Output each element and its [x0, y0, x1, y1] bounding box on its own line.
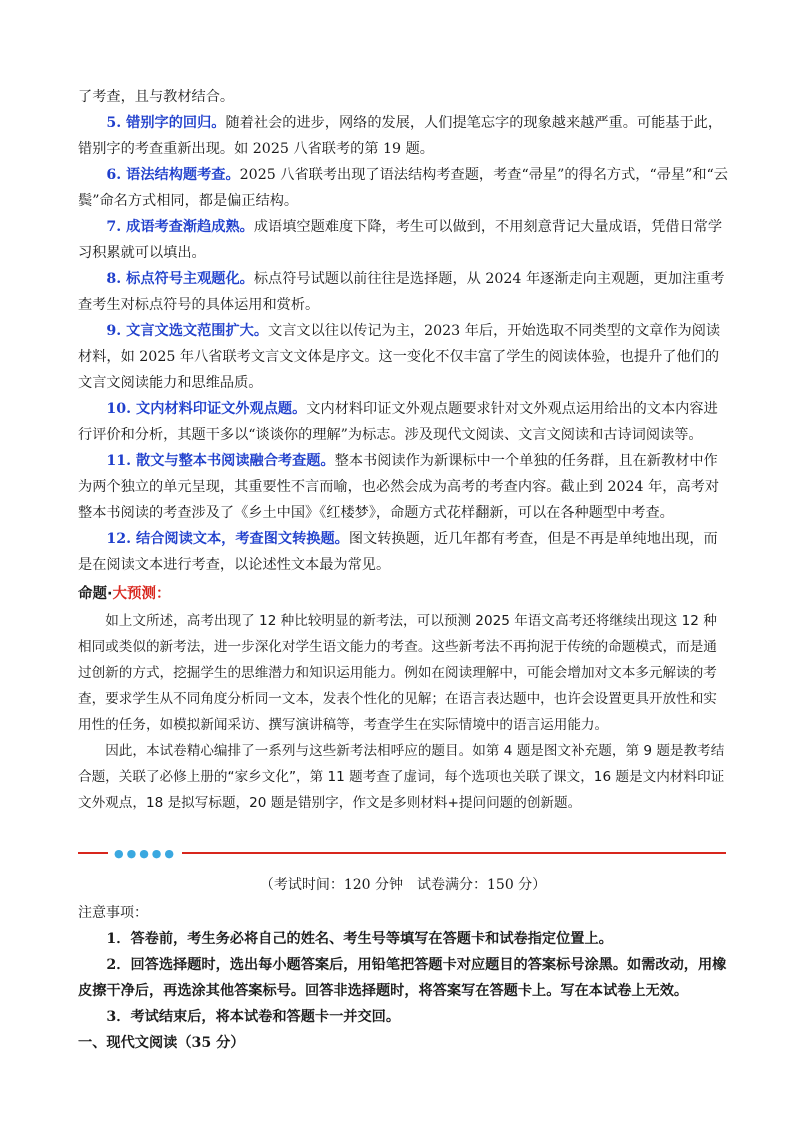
- point-title-10: 10. 文内材料印证文外观点题。: [106, 401, 307, 417]
- prediction-section: [78, 608, 728, 816]
- divider-line-right: [182, 852, 726, 854]
- point-body-10: 文内材料印证文外观点题要求针对文外观点运用给出的文本内容进行评价和分析，其题干多以“谈谈你的理解”为标志。涉及现代文阅读、文言文阅读和古诗词阅读等。: [78, 401, 718, 443]
- prediction-paragraph-1: 如上文所述，高考出现了 12 种比较明显的新考法，可以预测 2025 年语文高考还将继续出现这 12 种相同或类似的新考法，进一步深化对学生语文能力的考查。这些新考法不再拘泥于传统的命题模式，而是通过创新的方式，挖掘学生的思维潜力和知识运用能力。例如在阅读理解中，可能会增加对文本多元解读的考查，要求学生从不同角度分析同一文本，发表个性化的见解；在语言表达题中，也许会设置更具开放性和实用性的任务，如模拟新闻采访、撰写演讲稿等，考查学生在实际情境中的语言运用能力。: [78, 613, 717, 733]
- note-2: 2．回答选择题时，选出每小题答案后，用铅笔把答题卡对应题目的答案标号涂黑。如需改动，用橡皮擦干净后，再选涂其他答案标号。回答非选择题时，将答案写在答题卡上。写在本试卷上无效。: [78, 957, 727, 999]
- paragraph-12: [78, 526, 728, 578]
- paragraph-10: [78, 396, 728, 448]
- point-body-9: 文言文以往以传记为主，2023 年后，开始选取不同类型的文章作为阅读材料，如 2025 年八省联考文言文文体是序文。这一变化不仅丰富了学生的阅读体验，也提升了他们的文言文阅读能力和思维品质。: [78, 323, 721, 391]
- point-title-9: 9. 文言文选文范围扩大。: [106, 323, 269, 339]
- point-title-11: 11. 散文与整本书阅读融合考查题。: [106, 453, 335, 469]
- point-title-6: 6. 语法结构题考查。: [106, 167, 240, 183]
- note-3: 3．考试结束后，将本试卷和答题卡一并交回。: [106, 1009, 401, 1025]
- divider-dots: ●●●●●: [114, 847, 177, 860]
- paragraph-6: [78, 162, 728, 214]
- prediction-heading-prefix: 命题·: [78, 586, 113, 602]
- point-body-7: 成语填空题难度下降，考生可以做到，不用刻意背记大量成语，凭借日常学习积累就可以填出。: [78, 219, 723, 261]
- paragraph-11: [78, 448, 728, 526]
- paragraph-5: [78, 110, 728, 162]
- paragraph-7: [78, 214, 728, 266]
- paragraph-intro-tail: 了考查，且与教材结合。: [78, 89, 235, 105]
- notes-title: 注意事项：: [78, 905, 148, 921]
- point-body-11: 整本书阅读作为新课标中一个单独的任务群，且在新教材中作为两个独立的单元呈现，其重要性不言而喻，也必然会成为高考的考查内容。截止到 2024 年，高考对整本书阅读的考查涉及了《乡土中国》《红楼梦》，命题方式花样翻新，可以在各种题型中考查。: [78, 453, 720, 521]
- document-page: [78, 84, 728, 1056]
- exam-info: （考试时间：120 分钟 试卷满分：150 分）: [259, 877, 547, 893]
- divider-line-left: [78, 852, 108, 854]
- point-title-7: 7. 成语考查渐趋成熟。: [106, 219, 254, 235]
- prediction-paragraph-2: 因此，本试卷精心编排了一系列与这些新考法相呼应的题目。如第 4 题是图文补充题，第 9 题是教考结合题，关联了必修上册的“家乡文化”，第 11 题考查了虚词，每个选项也关联了课文，16 题是文内材料印证文外观点，18 是拟写标题，20 题是错别字，作文是多则材料+提问问题的创新题。: [78, 743, 725, 811]
- point-body-6: 2025 八省联考出现了语法结构考查题，考查“帚星”的得名方式，“帚星”和“云鬓”命名方式相同，都是偏正结构。: [78, 167, 728, 209]
- paragraph-9: [78, 318, 728, 396]
- point-body-12: 图文转换题，近几年都有考查，但是不再是单纯地出现，而是在阅读文本进行考查，以论述性文本最为常见。: [78, 531, 718, 573]
- prediction-heading: [78, 580, 728, 608]
- point-title-5: 5. 错别字的回归。: [106, 115, 226, 131]
- section-divider: [78, 846, 728, 860]
- point-body-8: 标点符号试题以前往往是选择题，从 2024 年逐渐走向主观题，更加注重考查考生对标点符号的具体运用和赏析。: [78, 271, 725, 313]
- paragraph-8: [78, 266, 728, 318]
- point-title-8: 8. 标点符号主观题化。: [106, 271, 254, 287]
- section-1-heading: 一、现代文阅读（35 分）: [78, 1035, 245, 1051]
- point-body-5: 随着社会的进步，网络的发展，人们提笔忘字的现象越来越严重。可能基于此，错别字的考查重新出现。如 2025 八省联考的第 19 题。: [78, 115, 723, 157]
- point-title-12: 12. 结合阅读文本，考查图文转换题。: [106, 531, 349, 547]
- note-1: 1．答卷前，考生务必将自己的姓名、考生号等填写在答题卡和试卷指定位置上。: [106, 931, 613, 947]
- prediction-heading-highlight: 大预测：: [112, 586, 171, 602]
